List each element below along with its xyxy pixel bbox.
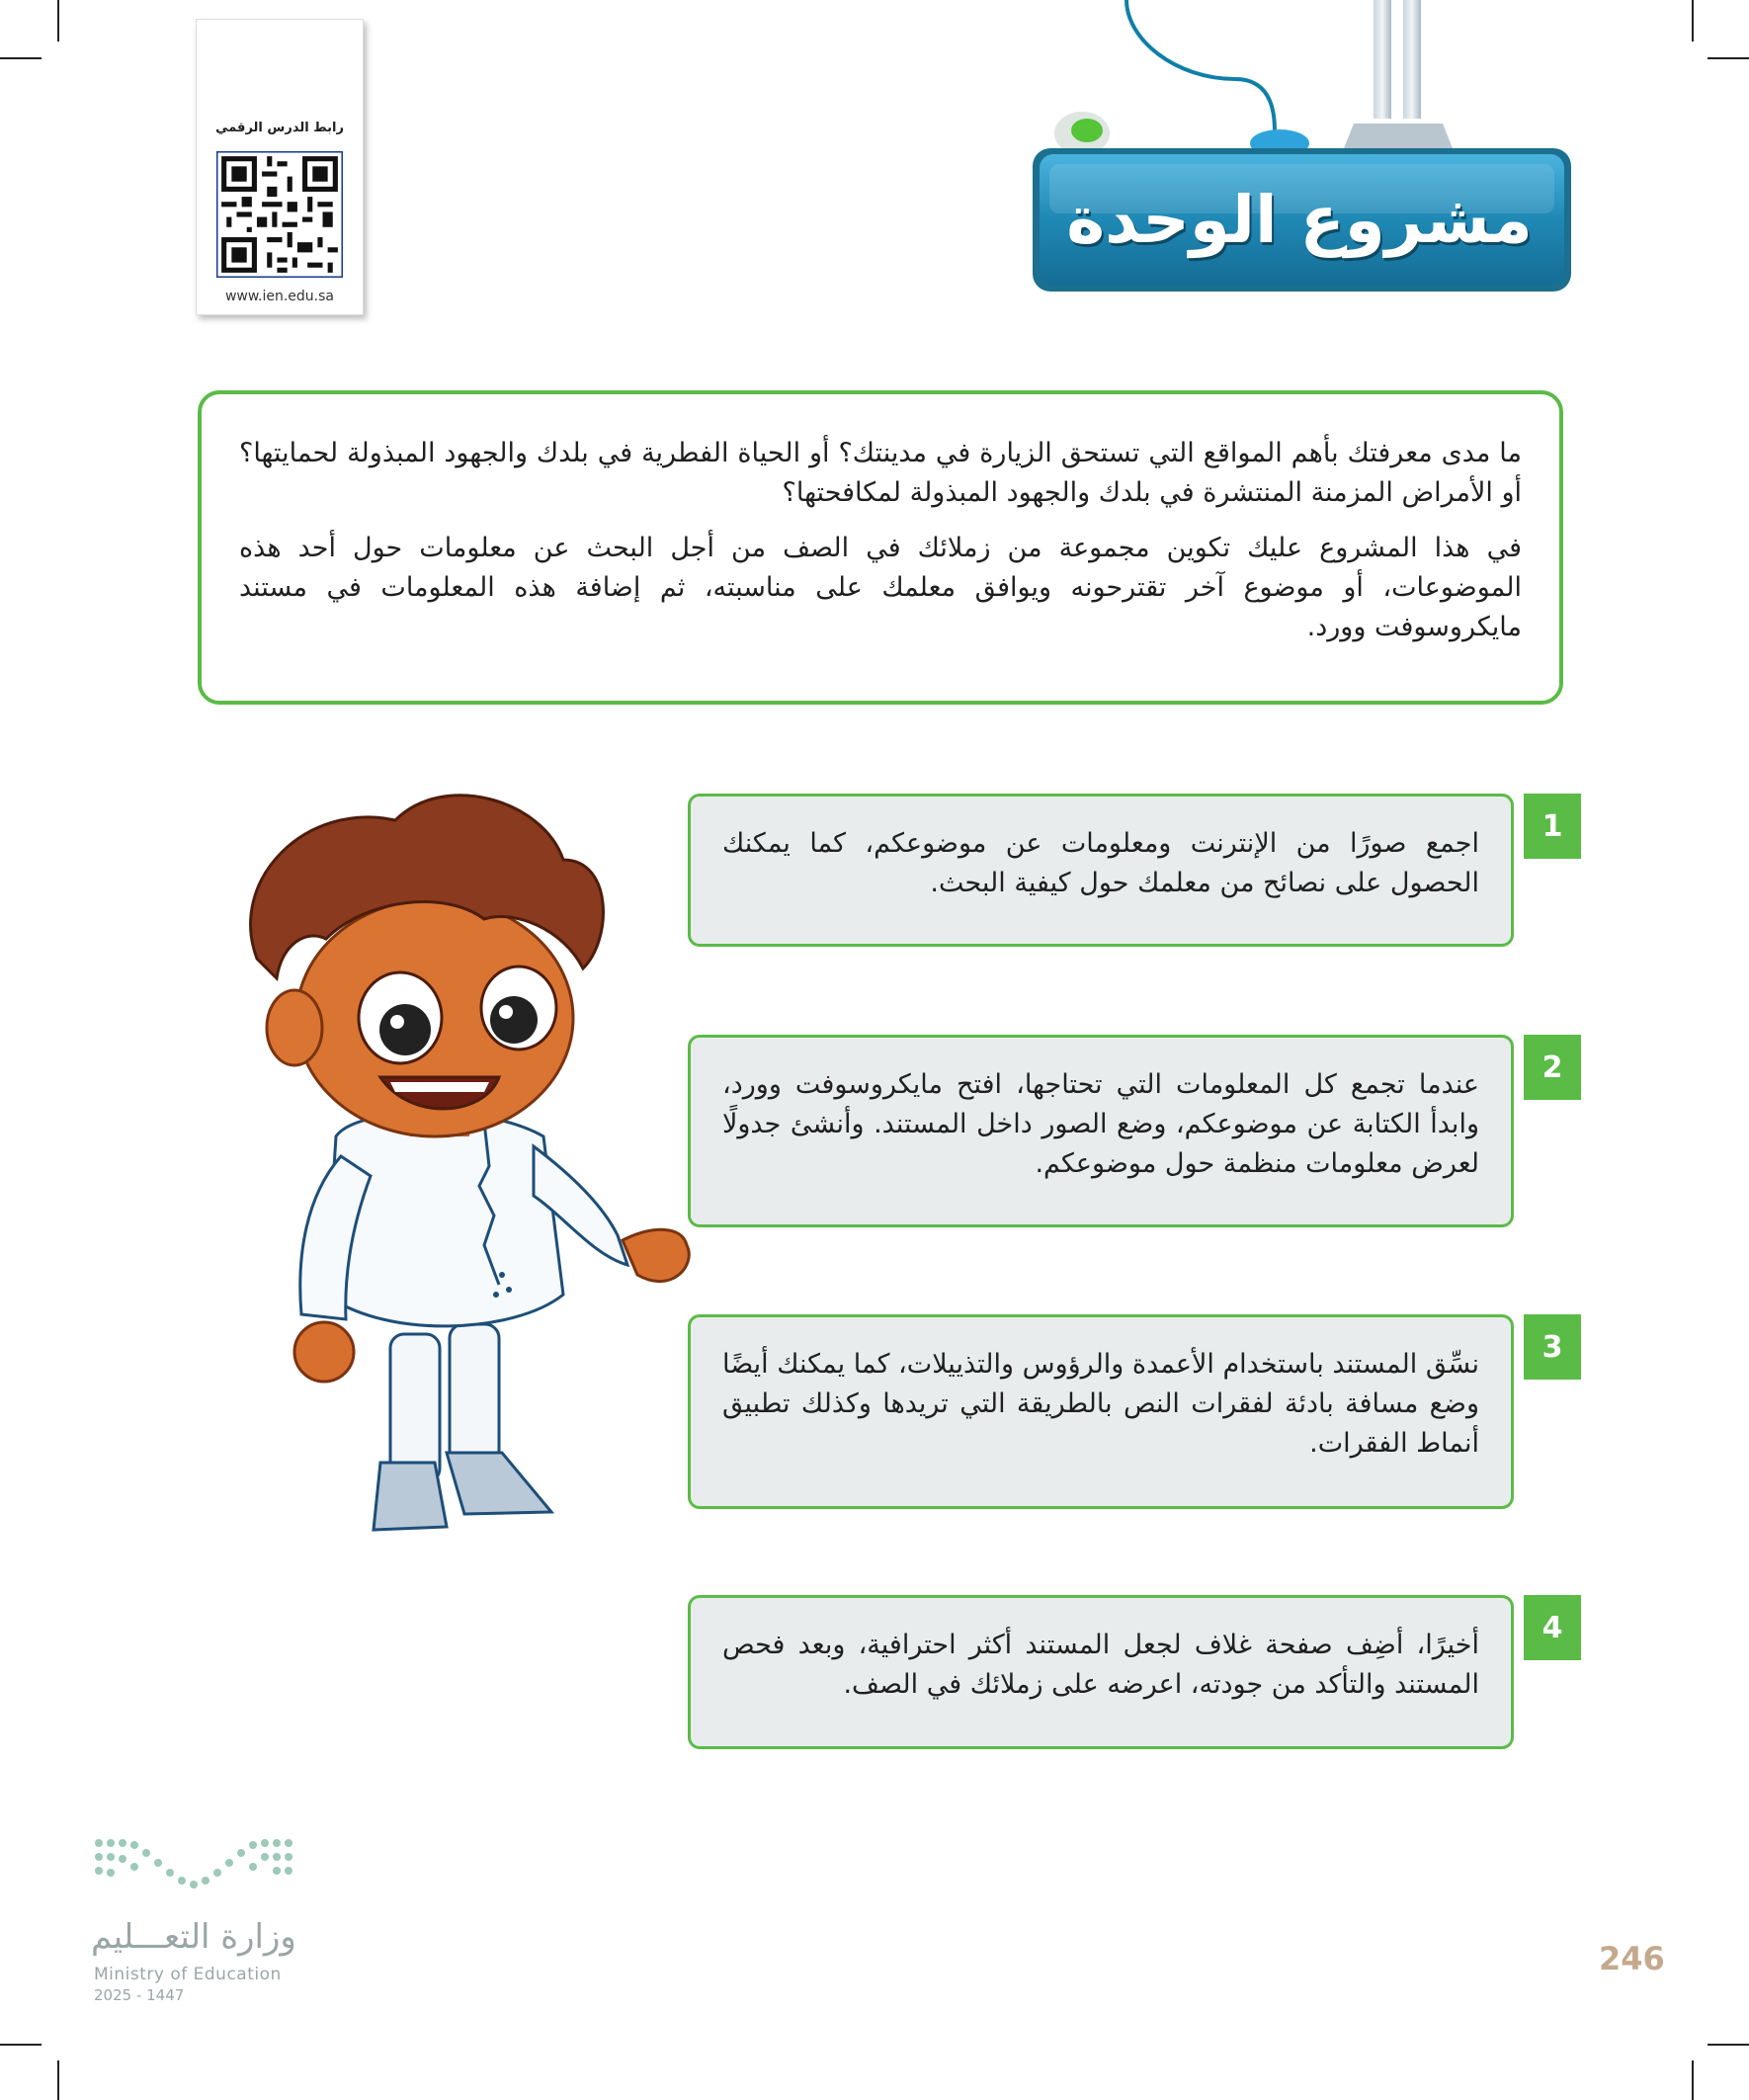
crop-mark [0,57,42,59]
ministry-name-arabic: وزارة التعـــليم [91,1917,296,1957]
crop-mark [1692,0,1694,42]
crop-mark [1707,2044,1749,2046]
ministry-name-english: Ministry of Education [94,1965,282,1984]
page-title: مشروع الوحدة [1066,182,1533,258]
crop-mark [0,2044,42,2046]
ministry-logo-icon [91,1833,298,1902]
boy-character-illustration [188,781,711,1552]
qr-code-icon[interactable] [216,151,343,278]
step-1-text: اجمع صورًا من الإنترنت ومعلومات عن موضوعكم، كما يمكنك الحصول على نصائح من معلمك حول كيفية البحث. [722,828,1479,898]
intro-box [198,390,1563,705]
crop-mark [57,0,59,42]
edition-year: 2025 - 1447 [94,1986,185,2004]
step-1-box [688,794,1514,947]
step-1-number: 1 [1524,794,1581,859]
crop-mark [1707,57,1749,59]
crop-mark [1692,2060,1694,2100]
step-2-box [688,1035,1514,1227]
intro-paragraph-1: ما مدى معرفتك بأهم المواقع التي تستحق الزيارة في مدينتك؟ أو الحياة الفطرية في بلدك والجهود المبذولة لحمايتها؟ أو الأمراض المزمنة المنتشرة في بلدك والجهود المبذولة لمكافحتها؟ [239,438,1522,508]
crop-mark [57,2060,59,2100]
step-2-number: 2 [1524,1035,1581,1100]
step-3-number: 3 [1524,1314,1581,1380]
step-4-box [688,1595,1514,1749]
digital-lesson-card[interactable] [196,19,364,315]
page-number: 246 [1599,1940,1665,1977]
step-3-text: نسِّق المستند باستخدام الأعمدة والرؤوس والتذييلات، كما يمكنك أيضًا وضع مسافة بادئة لفقرات النص بالطريقة التي تريدها وكذلك تطبيق أنماط الفقرات. [722,1349,1479,1459]
step-4-text: أخيرًا، أضِف صفحة غلاف لجعل المستند أكثر احترافية، وبعد فحص المستند والتأكد من جودته، اعرضه على زملائك في الصف. [722,1630,1479,1700]
step-2-text: عندما تجمع كل المعلومات التي تحتاجها، افتح مايكروسوفت وورد، وابدأ الكتابة عن موضوعكم، وضع الصور داخل المستند. وأنشئ جدولًا لعرض معلومات منظمة حول موضوعكم. [722,1069,1479,1179]
intro-paragraph-2: في هذا المشروع عليك تكوين مجموعة من زملائك في الصف من أجل البحث عن معلومات حول أحد هذه الموضوعات، أو موضوع آخر تقترحونه ويوافق معلمك على مناسبته، ثم إضافة هذه المعلومات في مستند مايكروسوفت وورد. [239,533,1522,642]
step-3-box [688,1314,1514,1509]
digital-lesson-label: رابط الدرس الرقمي [215,121,344,135]
digital-lesson-url[interactable]: www.ien.edu.sa [224,289,335,304]
step-4-number: 4 [1524,1595,1581,1660]
